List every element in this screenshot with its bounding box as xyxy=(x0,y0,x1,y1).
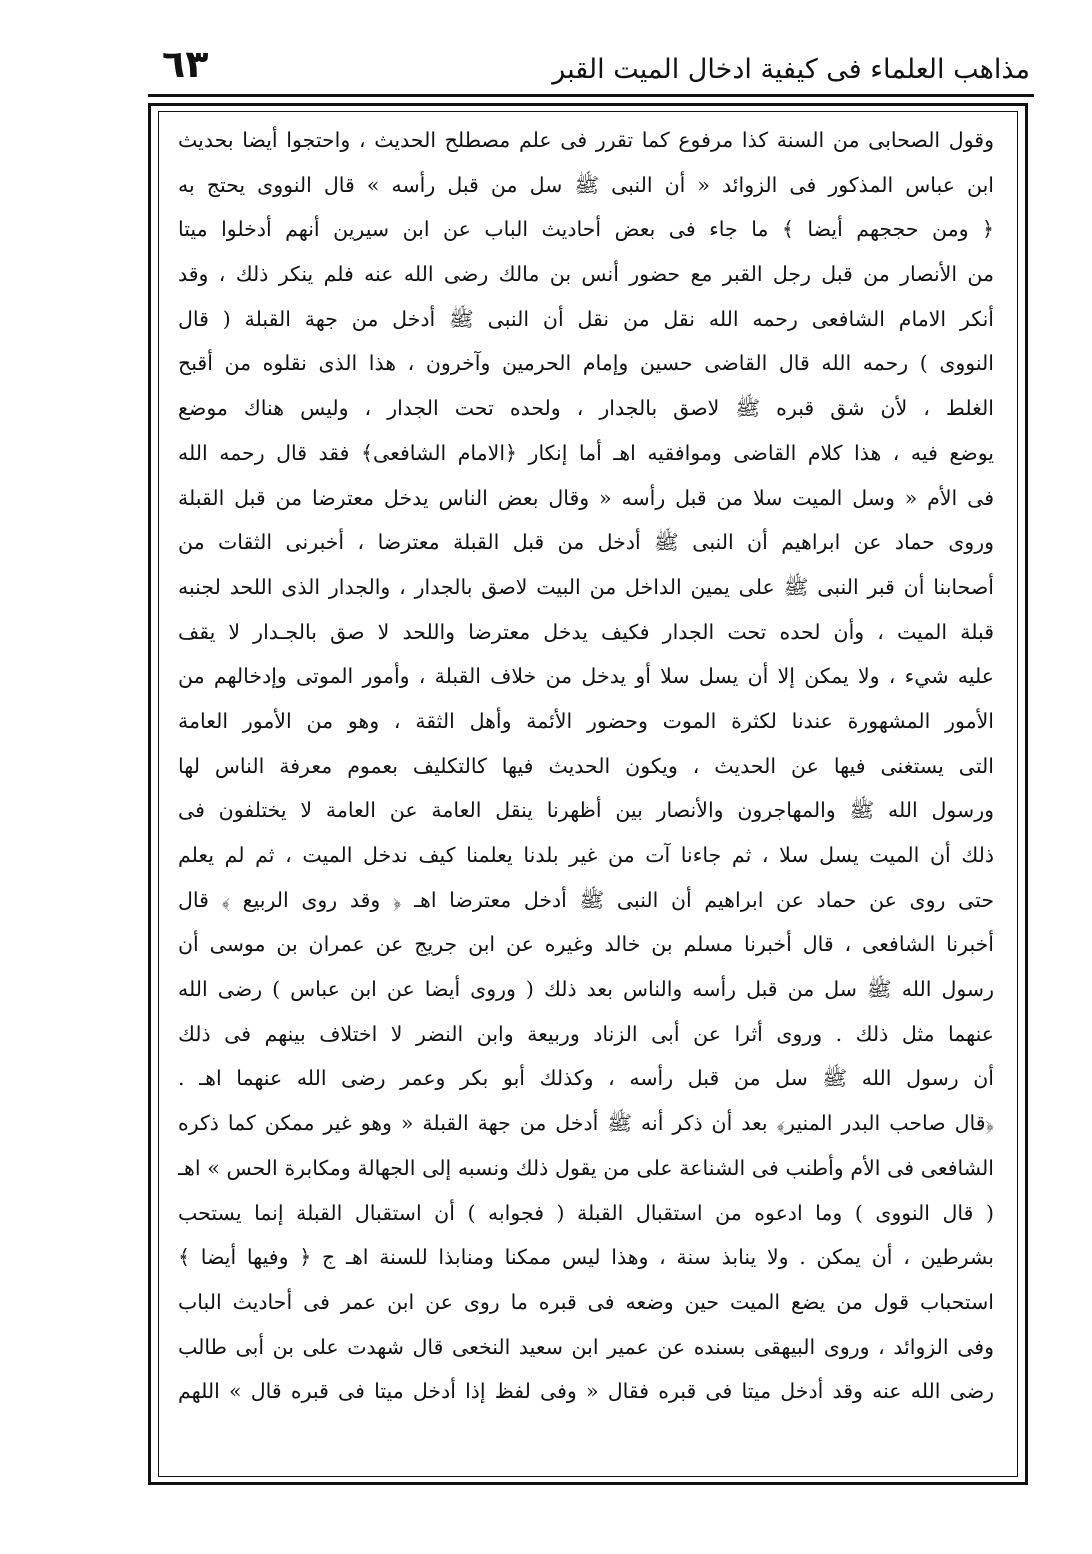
text-line: عنهما مثل ذلك . وروى أثرا عن أبى الزناد وربيعة وابن النضر لا اختلاف بينهم فى ذلك xyxy=(178,1021,994,1046)
body-text xyxy=(178,118,994,1414)
text-line: رضى الله عنه وقد أدخل ميتا فى قبره فقال « وفى لفظ إذا أدخل ميتا فى قبره قال » اللهم xyxy=(178,1379,994,1404)
text-line: ﴿قال صاحب البدر المنير﴾ بعد أن ذكر أنه ﷺ أدخل من جهة القبلة « وهو غير ممكن كما ذكره xyxy=(178,1111,994,1136)
header-rule xyxy=(148,94,1034,97)
text-line: أن رسول الله ﷺ سل من قبل رأسه ، وكذلك أبو بكر وعمر رضى الله عنهما اهـ . xyxy=(178,1066,994,1091)
text-line: بشرطين ، أن يمكن . ولا ينابذ سنة ، وهذا ليس ممكنا ومنابذا للسنة اهـ ج ﴿ وفيها أيضا ﴾ xyxy=(178,1245,994,1270)
text-line: وفى الزوائد ، وروى البيهقى بسنده عن عمير ابن سعيد النخعى قال شهدت على بن أبى طالب xyxy=(178,1334,994,1359)
text-line: قبلة الميت ، وأن لحده تحت الجدار فكيف يدخل معترضا واللحد لا صق بالجـدار لا يقف xyxy=(178,619,994,644)
text-line: وقول الصحابى من السنة كذا مرفوع كما تقرر فى علم مصطلح الحديث ، واحتجوا أيضا بحديث xyxy=(178,128,994,152)
text-line: الغلط ، لأن شق قبره ﷺ لاصق بالجدار ، ولحده تحت الجدار ، وليس هناك موضع xyxy=(178,396,994,421)
text-line: ذلك أن الميت يسل سلا ، ثم جاءنا آت من غير بلدنا يعلمنا كيف ندخل الميت ، ثم لم يعلم xyxy=(178,843,994,867)
text-line: ( قال النووى ) وما ادعوه من استقبال القبلة ( فجوابه ) أن استقبال القبلة إنما يستحب xyxy=(178,1200,994,1225)
text-line: رسول الله ﷺ سل من قبل رأسه والناس بعد ذلك ( وروى أيضا عن ابن عباس ) رضى الله xyxy=(178,977,994,1002)
text-line: فى الأم « وسل الميت سلا من قبل رأسه « وقال بعض الناس يدخل معترضا من قبل القبلة xyxy=(178,485,994,510)
text-line: يوضع فيه ، هذا كلام القاضى وموافقيه اهـ أما إنكار ﴿الامام الشافعى﴾ فقد قال رحمه الله xyxy=(178,440,994,465)
text-line: استحباب قول من يضع الميت حين وضعه فى قبره ما روى عن ابن عمر فى أحاديث الباب xyxy=(178,1289,994,1314)
text-line: أصحابنا أن قبر النبى ﷺ على يمين الداخل من البيت لاصق بالجدار ، والجدار الذى اللحد لجنبه xyxy=(178,574,994,599)
text-line: الشافعى فى الأم وأطنب فى الشناعة على من يقول ذلك ونسبه إلى الجهالة ومكابرة الحس » اهـ xyxy=(178,1155,994,1180)
text-line: من الأنصار من قبل رجل القبر مع حضور أنس بن مالك رضى الله عنه فلم ينكر ذلك ، وقد xyxy=(178,262,994,287)
text-line: عليه شيء ، ولا يمكن إلا أن يسل سلا أو يدخل من خلاف القبلة ، وأمور الموتى وإدخالهم من xyxy=(178,664,994,689)
text-line: ابن عباس المذكور فى الزوائد « أن النبى ﷺ سل من قبل رأسه » قال النووى يحتج به xyxy=(178,172,994,197)
text-line: وروى حماد عن ابراهيم أن النبى ﷺ أدخل من قبل القبلة معترضا ، أخبرنى الثقات من xyxy=(178,530,994,555)
text-line: أنكر الامام الشافعى رحمه الله نقل من نقل أن النبى ﷺ أدخل من جهة القبلة ( قال xyxy=(178,306,994,331)
text-line: التى يستغنى فيها عن الحديث ، ويكون الحديث فيها كالتكليف بعموم معرفة الناس لها xyxy=(178,753,994,778)
text-line: الأمور المشهورة عندنا لكثرة الموت وحضور الأئمة وأهل الثقة ، وهو من الأمور العامة xyxy=(178,708,994,733)
text-line: حتى روى عن حماد عن ابراهيم أن النبى ﷺ أدخل معترضا اهـ ﴿ وقد روى الربيع ﴾ قال xyxy=(178,887,994,912)
text-line: أخبرنا الشافعى ، قال أخبرنا مسلم بن خالد وغيره عن ابن جريج عن عمران بن موسى أن xyxy=(178,932,994,957)
page-number: ٦٣ xyxy=(162,42,209,86)
text-line: ورسول الله ﷺ والمهاجرون والأنصار بين أظهرنا ينقل العامة عن العامة لا يختلفون فى xyxy=(178,798,994,823)
text-line: ﴿ ومن حججهم أيضا ﴾ ما جاء فى بعض أحاديث الباب عن ابن سيرين أنهم أدخلوا ميتا xyxy=(178,217,994,242)
text-line: النووى ) رحمه الله قال القاضى حسين وإمام الحرمين وآخرون ، هذا الذى نقلوه من أقبح xyxy=(178,351,994,376)
page-header xyxy=(150,40,1030,92)
running-title: مذاهب العلماء فى كيفية ادخال الميت القبر xyxy=(552,54,1030,85)
